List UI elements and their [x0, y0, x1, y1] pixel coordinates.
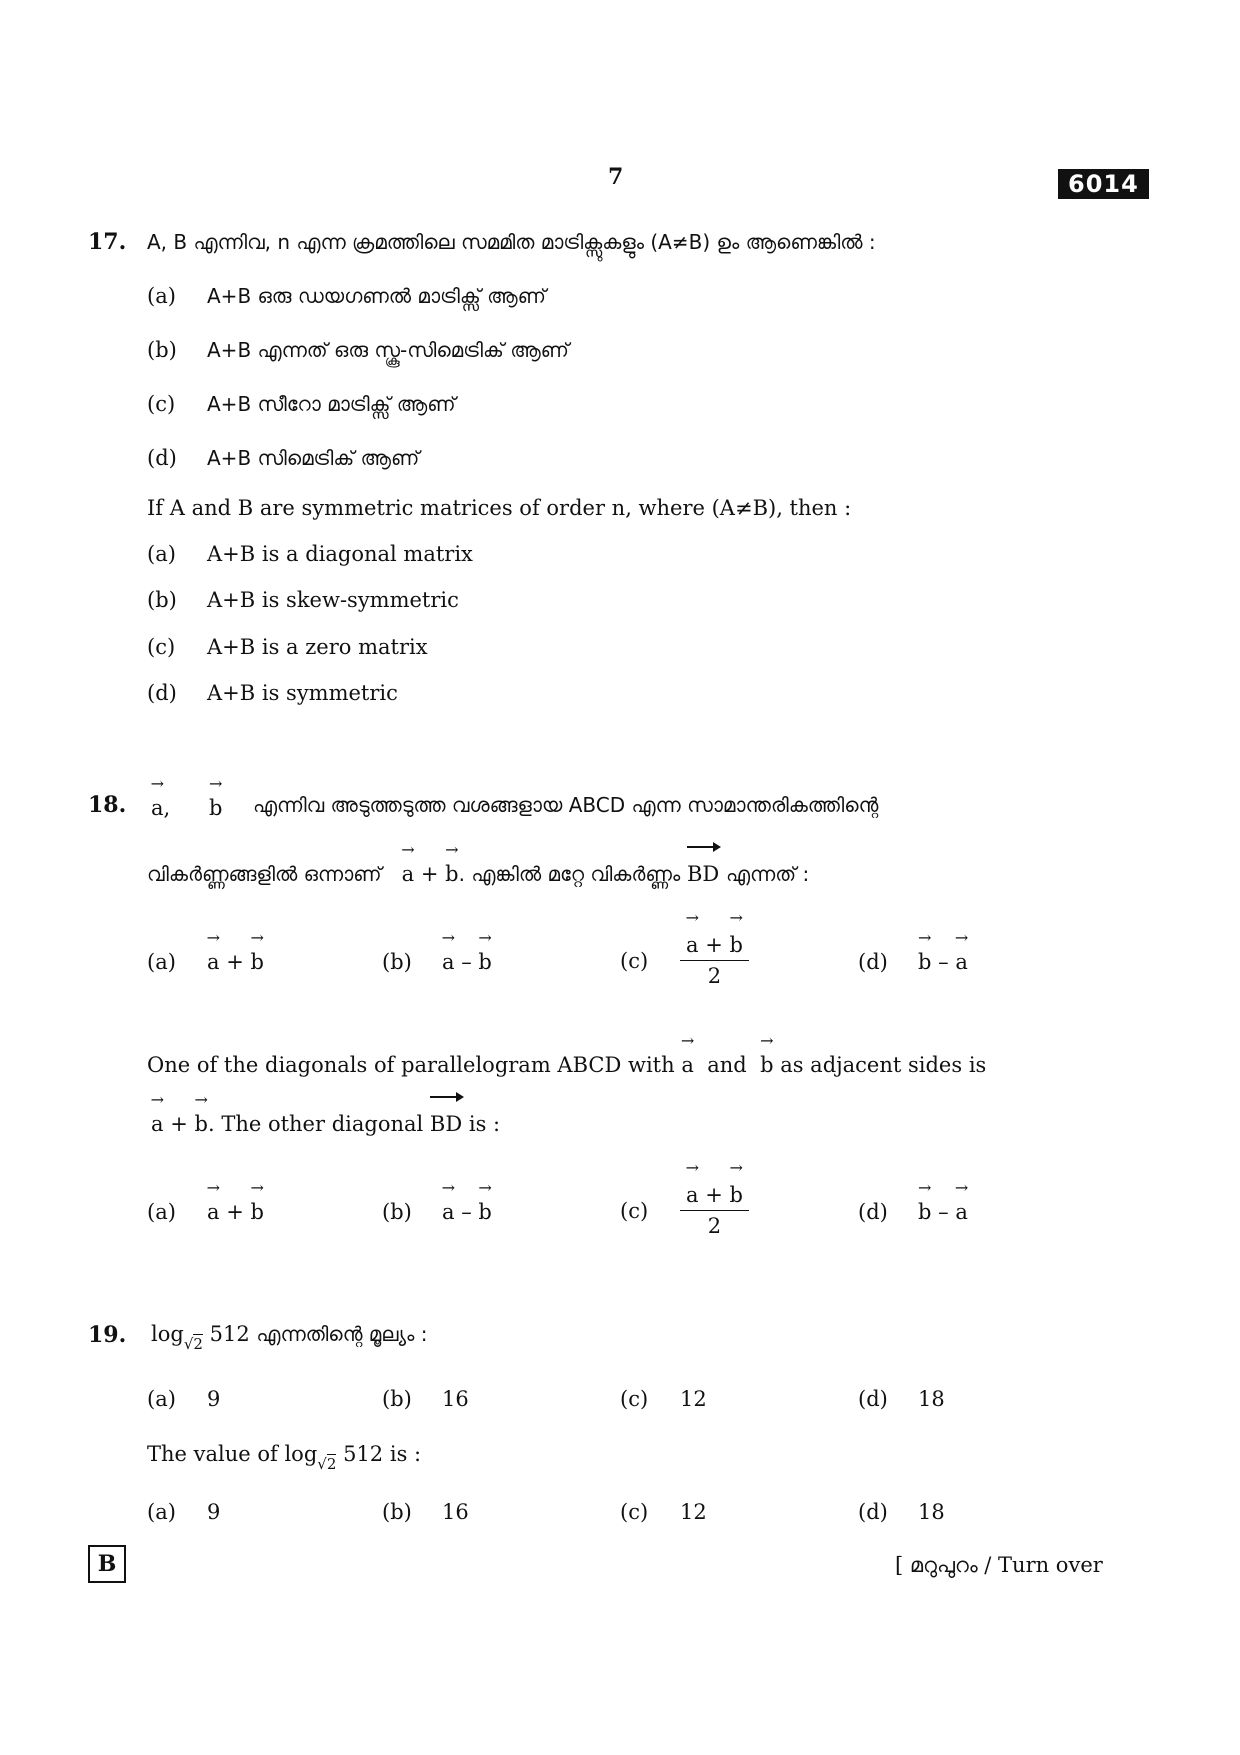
option-en-b: (b) 16 — [382, 1500, 469, 1524]
vector-b: → b — [194, 1090, 208, 1136]
option-text: A+B is skew-symmetric — [207, 588, 459, 612]
option-ml-a: (a) → a + → b — [147, 928, 264, 974]
turn-over-note: [ മറുപുറം / Turn over — [895, 1553, 1103, 1577]
option-text: A+B is a diagonal matrix — [207, 542, 473, 566]
question-number: 17. — [88, 229, 127, 255]
vector-a: → a — [401, 840, 415, 886]
option-ml-b: (b) → a – → b — [382, 928, 492, 974]
question-stem-en: If A and B are symmetric matrices of order n, where (A≠B), then : — [147, 496, 852, 520]
option-label: (a) — [147, 284, 176, 308]
question-stem-ml: $\log_{√2} 512$ എന്നതിന്റെ മൂല്യം : — [151, 1322, 428, 1353]
option-label: (c) — [147, 392, 176, 416]
option-ml-b — [147, 338, 569, 362]
option-ml-c: (c) 12 — [620, 1387, 707, 1411]
question-stem-ml-line1: എന്നിവ അടുത്തടുത്ത വശങ്ങളായ ABCD എന്ന സാമാന്തരികത്തിന്റെ — [253, 793, 879, 817]
option-text: A+B സിമെട്രിക് ആണ് — [207, 446, 420, 470]
option-label: (d) — [147, 681, 177, 705]
vector-a: → a — [150, 1090, 164, 1136]
option-en-c: (c) → a + → b 2 — [620, 1180, 749, 1241]
option-text: A+B ഒരു ഡയഗണൽ മാട്രിക്സ് ആണ് — [207, 284, 546, 308]
option-ml-c — [147, 392, 456, 416]
option-en-c — [147, 635, 428, 659]
option-label: (b) — [147, 338, 177, 362]
vector-b: → b — [209, 774, 223, 820]
option-ml-d: (d) 18 — [858, 1387, 945, 1411]
option-ml-c: (c) → a + → b 2 — [620, 930, 749, 991]
option-text: A+B is symmetric — [207, 681, 398, 705]
option-en-a: (a) → a + → b — [147, 1178, 264, 1224]
question-stem-en-line2: → a + → b. The other diagonal BD is : — [150, 1090, 501, 1136]
option-text: A+B എന്നത് ഒരു സ്കൂ-സിമെട്രിക് ആണ് — [207, 338, 569, 362]
question-stem-en: The value of $\log_{√2} 512$ is : — [147, 1442, 422, 1473]
option-en-d: (d) → b – → a — [858, 1178, 969, 1224]
vector-b: → b — [760, 1031, 774, 1077]
option-label: (d) — [147, 446, 177, 470]
vector-b: → b — [445, 840, 459, 886]
option-en-a — [147, 542, 473, 566]
question-number: 18. — [88, 792, 127, 818]
option-ml-d — [147, 446, 419, 470]
option-ml-a — [147, 284, 546, 308]
vector-a: → a, — [150, 774, 171, 820]
question-stem-en-line1: One of the diagonals of parallelogram ABCD with → a and → b as adjacent sides is — [147, 1031, 987, 1077]
question-number: 19. — [88, 1322, 127, 1348]
question-stem-ml-line2: വികർണ്ണങ്ങളിൽ ഒന്നാണ് → a + → b. എങ്കിൽ മറ്റേ വികർണ്ണം BD എന്നത് : — [147, 840, 810, 886]
option-label: (c) — [147, 635, 176, 659]
paper-code-badge: 6014 — [1058, 169, 1149, 199]
vector-a: → a — [680, 1031, 695, 1077]
option-label: (b) — [147, 588, 177, 612]
question-stem-ml: A, B എന്നിവ, n എന്ന ക്രമത്തിലെ സമമിത മാട്രിക്സുകളും (A≠B) ഉം ആണെങ്കിൽ : — [147, 230, 876, 254]
option-en-d: (d) 18 — [858, 1500, 945, 1524]
vector-bd: BD — [687, 862, 719, 886]
option-en-a: (a) 9 — [147, 1500, 221, 1524]
option-ml-d: (d) → b – → a — [858, 928, 969, 974]
option-en-b: (b) → a – → b — [382, 1178, 492, 1224]
option-ml-b: (b) 16 — [382, 1387, 469, 1411]
vector-bd: BD — [430, 1112, 462, 1136]
series-box: B — [88, 1545, 126, 1583]
option-ml-a: (a) 9 — [147, 1387, 221, 1411]
option-en-b — [147, 588, 459, 612]
option-text: A+B is a zero matrix — [207, 635, 428, 659]
page-number: 7 — [608, 164, 624, 190]
option-en-c: (c) 12 — [620, 1500, 707, 1524]
option-en-d — [147, 681, 398, 705]
option-text: A+B സീറോ മാട്രിക്സ് ആണ് — [207, 392, 456, 416]
option-label: (a) — [147, 542, 176, 566]
